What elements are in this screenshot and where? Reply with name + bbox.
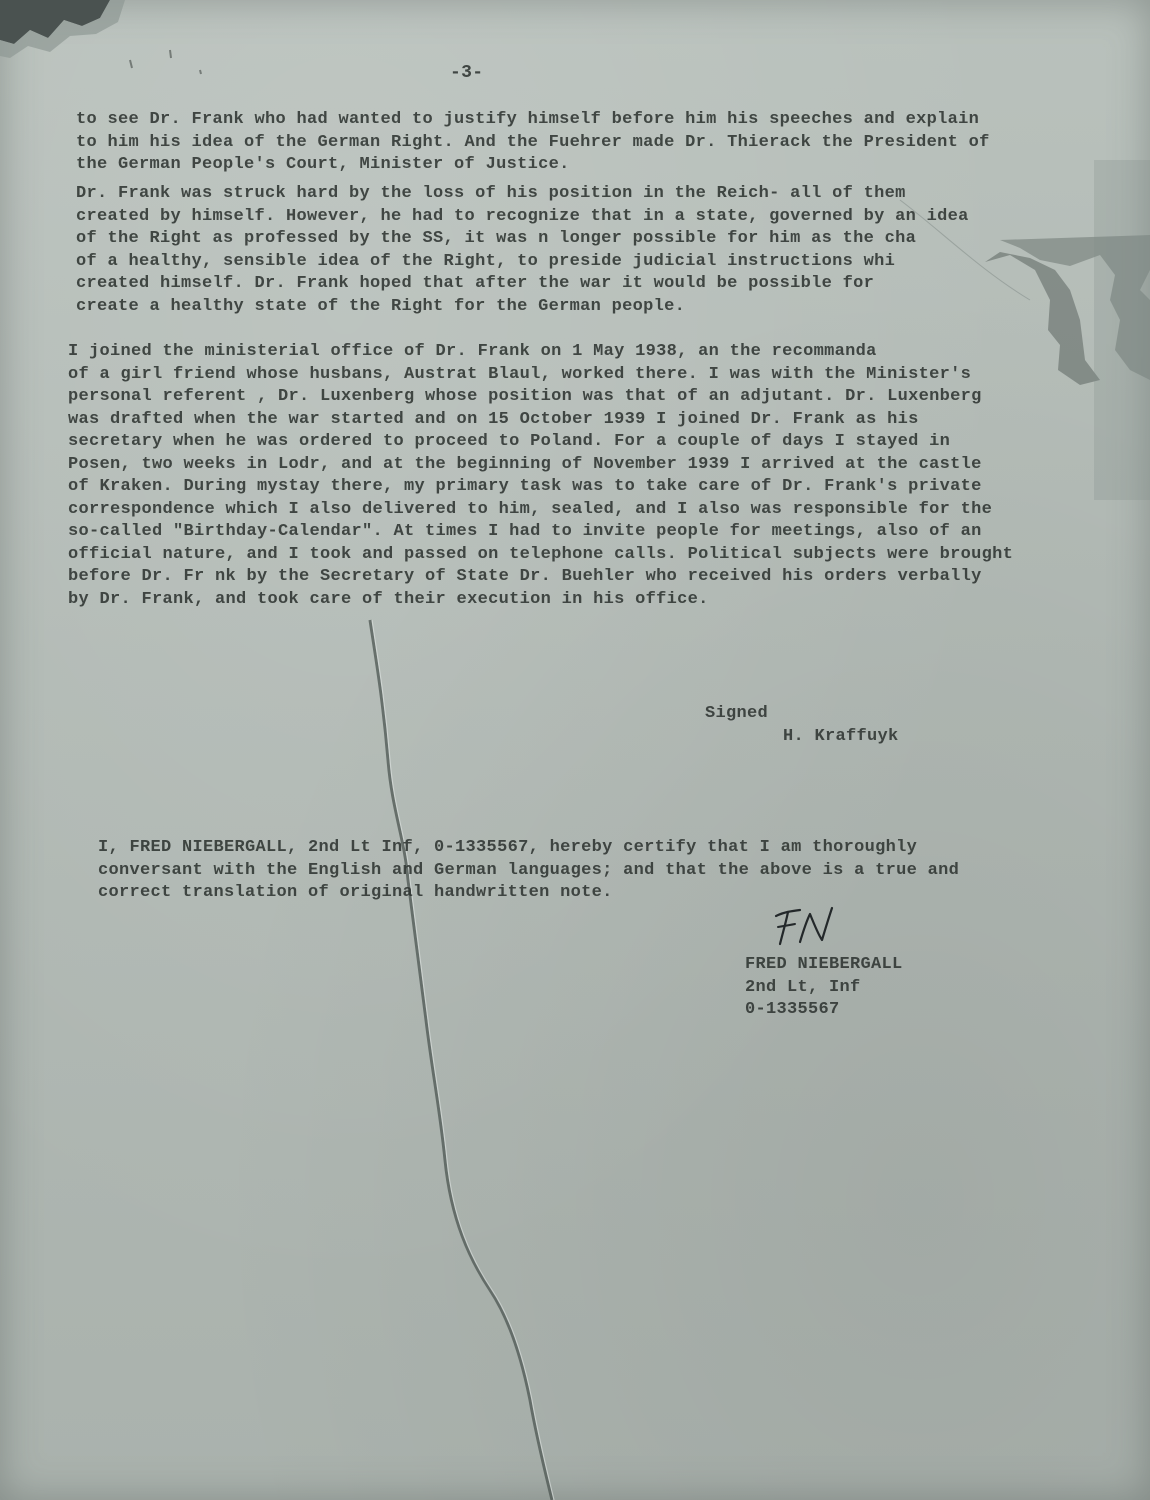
text-line: official nature, and I took and passed on telephone calls. Political subjects were brought: [68, 544, 1014, 564]
signer-block: [745, 954, 903, 1022]
text-line: of a healthy, sensible idea of the Right, to preside judicial instructions whi: [76, 251, 896, 271]
signed-label: Signed: [705, 704, 769, 723]
text-line: of Kraken. During mystay there, my primary task was to take care of Dr. Frank's private: [68, 477, 982, 496]
page-number: -3-: [450, 63, 484, 83]
paragraph-3: [68, 341, 1013, 611]
text-line: Dr. Frank was struck hard by the loss of his position in the Reich- all of them: [76, 184, 906, 203]
text-line: create a healthy state of the Right for the German people.: [76, 296, 686, 316]
text-line: before Dr. Fr nk by the Secretary of State Dr. Buehler who received his orders verbally: [68, 567, 982, 586]
signer-rank: 2nd Lt, Inf: [745, 977, 861, 997]
text-line: Posen, two weeks in Lodr, and at the beginning of November 1939 I arrived at the castle: [68, 454, 982, 474]
text-line: of a girl friend whose husbans, Austrat Blaul, worked there. I was with the Minister's: [68, 364, 972, 384]
signer-serial: 0-1335567: [745, 1000, 840, 1019]
text-line: secretary when he was ordered to proceed to Poland. For a couple of days I stayed in: [68, 432, 951, 451]
signed-block: [705, 703, 899, 748]
text-line: to see Dr. Frank who had wanted to justify himself before him his speeches and explain: [76, 110, 980, 129]
text-line: was drafted when the war started and on 15 October 1939 I joined Dr. Frank as his: [68, 409, 919, 429]
text-line: I, FRED NIEBERGALL, 2nd Lt Inf, 0-1335567, hereby certify that I am thoroughly: [98, 838, 918, 857]
text-line: conversant with the English and German languages; and that the above is a true and: [98, 860, 960, 880]
text-line: personal referent , Dr. Luxenberg whose position was that of an adjutant. Dr. Luxenberg: [68, 387, 982, 406]
text-line: to him his idea of the German Right. And the Fuehrer made Dr. Thierack the President of: [76, 132, 990, 152]
signed-name: H. Kraffuyk: [783, 726, 899, 746]
paragraph-1: [76, 109, 990, 177]
text-line: created himself. Dr. Frank hoped that after the war it would be possible for: [76, 274, 875, 293]
text-line: created by himself. However, he had to recognize that in a state, governed by an idea: [76, 206, 969, 226]
text-line: correct translation of original handwritten note.: [98, 883, 613, 902]
handwritten-initials-signature: [770, 902, 840, 952]
text-line: by Dr. Frank, and took care of their execution in his office.: [68, 589, 709, 609]
text-line: correspondence which I also delivered to him, sealed, and I also was responsible for the: [68, 499, 993, 519]
text-line: the German People's Court, Minister of Justice.: [76, 155, 570, 174]
paragraph-2: [76, 183, 969, 318]
signer-name: FRED NIEBERGALL: [745, 955, 903, 974]
translator-certification: [98, 837, 959, 905]
text-line: I joined the ministerial office of Dr. Frank on 1 May 1938, an the recommanda: [68, 342, 877, 361]
text-line: so-called "Birthday-Calendar". At times I had to invite people for meetings, also of an: [68, 522, 982, 541]
text-line: of the Right as professed by the SS, it was n longer possible for him as the cha: [76, 229, 917, 248]
